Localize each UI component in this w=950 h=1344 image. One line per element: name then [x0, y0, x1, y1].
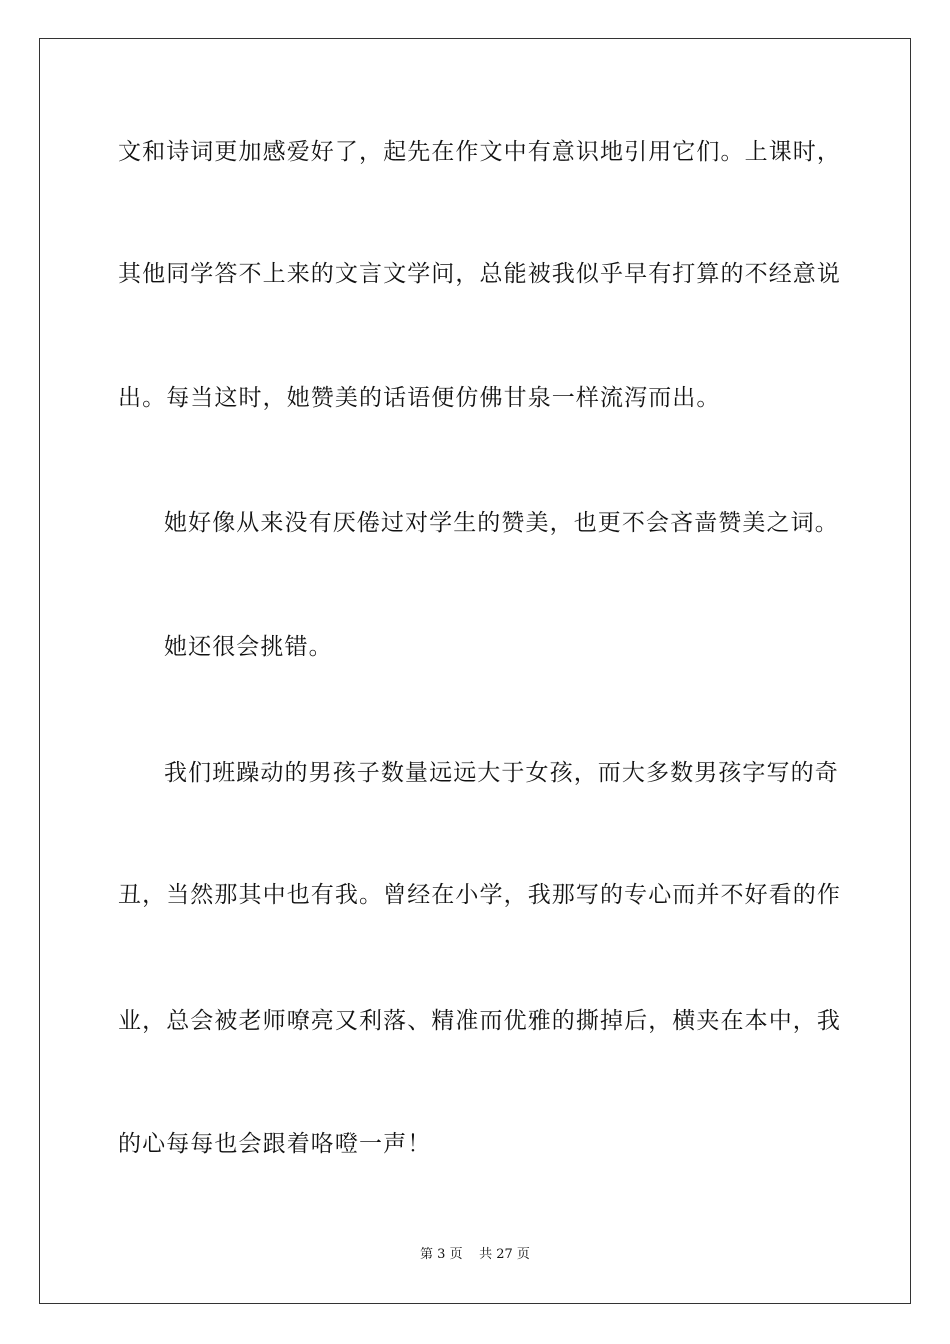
paragraph-first-line: 她还很会挑错。	[164, 634, 333, 660]
page-footer	[0, 1246, 950, 1264]
text-line: 的心每每也会跟着咯噔一声！	[118, 1131, 432, 1157]
text-line: 业，总会被老师嘹亮又利落、精准而优雅的撕掉后，横夹在本中，我	[118, 1008, 841, 1034]
text-line: 出。每当这时，她赞美的话语便仿佛甘泉一样流泻而出。	[118, 385, 721, 411]
page-total: 共 27 页	[479, 1247, 530, 1262]
text-line: 其他同学答不上来的文言文学问，总能被我似乎早有打算的不经意说	[118, 261, 841, 287]
page-number: 第 3 页	[420, 1247, 463, 1262]
paragraph-first-line: 她好像从来没有厌倦过对学生的赞美，也更不会吝啬赞美之词。	[164, 510, 839, 536]
page-border	[39, 38, 911, 1304]
text-line: 文和诗词更加感爱好了，起先在作文中有意识地引用它们。上课时，	[118, 139, 841, 165]
paragraph-first-line: 我们班躁动的男孩子数量远远大于女孩，而大多数男孩字写的奇	[164, 760, 839, 786]
text-line: 丑，当然那其中也有我。曾经在小学，我那写的专心而并不好看的作	[118, 882, 841, 908]
